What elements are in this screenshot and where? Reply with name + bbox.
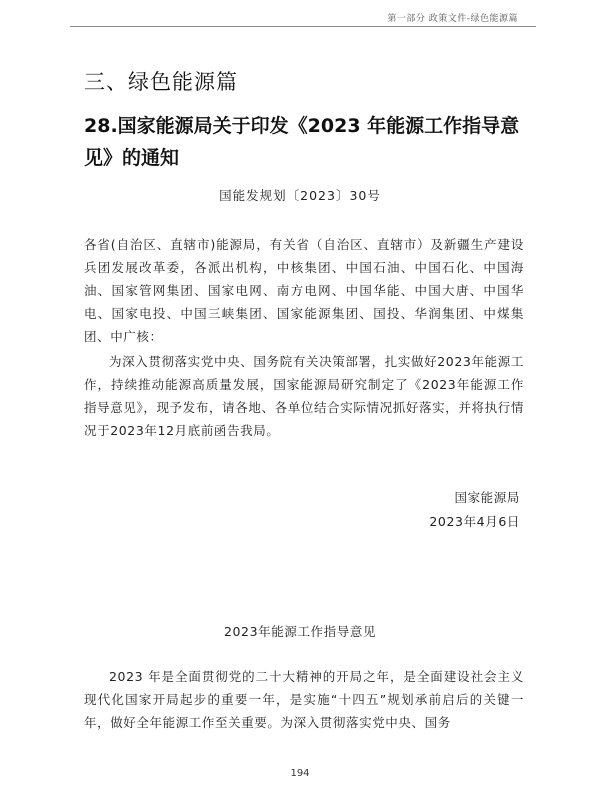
attachment-body-paragraph: 2023 年是全面贯彻党的二十大精神的开局之年，是全面建设社会主义现代化国家开局起步的重要一年，是实施“十四五”规划承前启后的关键一年，做好全年能源工作至关重要。为深入贯彻落实党中央、国务 [84, 669, 524, 730]
running-header: 第一部分 政策文件-绿色能源篇 [387, 14, 518, 24]
instruction-paragraph: 为深入贯彻落实党中央、国务院有关决策部署，扎实做好2023年能源工作，持续推动能源高质量发展，国家能源局研究制定了《2023年能源工作指导意见》，现予发布，请各地、各单位结合实际情况抓好落实，并将执行情况于2023年12月底前函告我局。 [84, 354, 524, 438]
attachment-title: 2023年能源工作指导意见 [223, 624, 377, 639]
signature-date: 2023年4月6日 [429, 514, 520, 529]
signature-issuer: 国家能源局 [454, 490, 520, 505]
addressees-paragraph: 各省(自治区、直辖市)能源局，有关省（自治区、直辖市）及新疆生产建设兵团发展改革委，各派出机构，中核集团、中国石油、中国石化、中国海油、国家管网集团、国家电网、南方电网、中国华能、中国大唐、中国华电、国家电投、中国三峡集团、国家能源集团、国投、华润集团、中煤集团、中广核： [84, 237, 524, 344]
article-title: 28.国家能源局关于印发《2023 年能源工作指导意见》的通知 [84, 115, 520, 169]
section-heading: 三、绿色能源篇 [84, 70, 238, 94]
document-number: 国能发规划〔2023〕30号 [219, 188, 381, 203]
header-divider [70, 26, 536, 27]
page-number: 194 [290, 768, 310, 779]
